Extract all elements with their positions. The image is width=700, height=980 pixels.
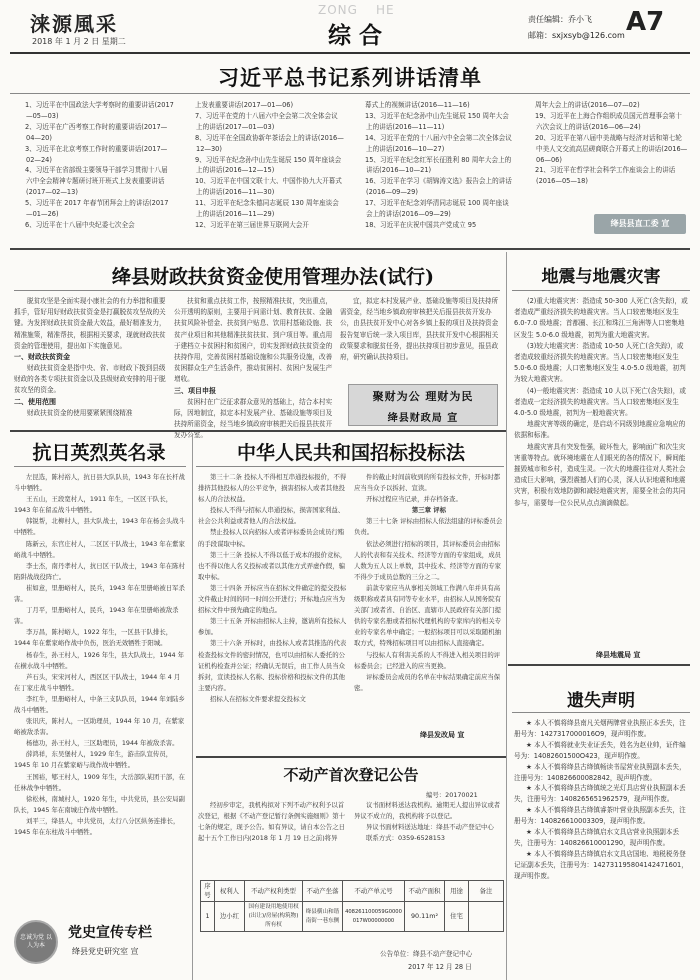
column-divider-right xyxy=(506,252,507,980)
quake-title-rule xyxy=(512,290,690,291)
lost-title-rule xyxy=(512,712,690,713)
table-header: 权利人 xyxy=(215,881,245,902)
table-header: 不动产面积 xyxy=(405,881,445,902)
fund-heading-3: 三、项目申报 xyxy=(174,386,216,395)
law-article: 第三十三条 投标人不得以低于成本的报价竞标，也不得以他人名义投标或者以其他方式弄虚作假，骗取中标。 xyxy=(198,550,347,581)
hero-entry: 王五山，王段宽村人，1911 年生，一区区干队长，1943 年在留孟战斗中牺牲。 xyxy=(14,495,173,515)
law-article: 第三十二条 投标人不得相互串通投标报价，不得排挤其他投标人的公平竞争，损害招标人或者其他投标人的合法权益。 xyxy=(198,473,347,504)
lost-item: ★ 本人不慎将就业失业证丢失，姓名为赵业帅，证件编号为：14082601500O423，现声明作废。 xyxy=(514,740,686,760)
fund-para: 财政扶贫资金是指中央、省、市财政下拨到县级财政的各类专项扶贫资金以及县级财政安排的用于脱贫攻坚的资金。 xyxy=(14,364,166,395)
table-cell: 90.11m² xyxy=(405,902,445,932)
fund-col-1 xyxy=(14,296,168,419)
speech-item: 9、习近平在纪念孙中山先生诞辰 150 周年座谈会上的讲话(2016—12—15) xyxy=(195,155,342,175)
speech-item: 10、习近平在中国文联十大、中国作协九大开幕式上的讲话(2016—11—30) xyxy=(195,177,342,197)
fund-banner-slogan: 聚财为公 理财为民 xyxy=(372,390,474,403)
section-divider-2 xyxy=(10,430,506,432)
lost-item: ★ 本人不慎将绛县古绛镇统之光灯具店营业执照副本丢失，注册号为：1408265651962579，现声明作废。 xyxy=(514,784,686,804)
registration-para: 议书面材料送达我机构。逾期无人提出异议或者异议不成立的，我机构将予以登记。 xyxy=(354,801,501,821)
bidding-credit: 绛县发改局 宣 xyxy=(420,731,465,739)
bidding-law-title: 中华人民共和国招标投标法 xyxy=(236,442,465,464)
law-article: 投标人不得与招标人串通投标，损害国家利益、社会公共利益或者他人的合法权益。 xyxy=(198,506,345,526)
table-header-row xyxy=(201,881,504,902)
masthead-rule xyxy=(10,52,690,54)
law-article: 禁止投标人以向招标人或者评标委员会成员行贿的手段谋取中标。 xyxy=(198,528,345,548)
table-row xyxy=(201,902,504,932)
date-line: 2018 年 1 月 2 日 星期二 xyxy=(32,37,126,46)
heroes-body xyxy=(14,472,186,916)
speech-col-3 xyxy=(354,100,514,231)
party-history-promo xyxy=(14,920,186,972)
hero-entry: 徐松林，南城村人，1920 年生，中共党员，县公安局副队长，1945 年在南城庄作战中牺牲。 xyxy=(14,794,185,814)
heroes-title: 抗日英烈英名录 xyxy=(32,442,166,464)
law-article: 第三十七条 评标由招标人依法组建的评标委员会负责。 xyxy=(354,517,503,537)
party-badge xyxy=(14,920,58,964)
speech-item: 19、习近平在上海合作组织成员国元首理事会第十六次会议上的讲话(2016—06—24) xyxy=(535,111,682,131)
heroes-title-rule xyxy=(14,466,186,467)
paper-name: 涞源風采 xyxy=(30,12,118,36)
speech-col-4 xyxy=(524,100,688,187)
speech-credit-banner xyxy=(594,214,686,234)
speech-item: 4、习近平在省部级主要领导干部学习贯彻十八届六中全会精神专题研讨班开班式上发表重要讲话(2017—02—13) xyxy=(25,166,168,197)
table-cell: 绛县横山和谐南街一巷东侧 xyxy=(303,902,343,932)
speech-item: 15、习近平在纪念红军长征胜利 80 周年大会上的讲话(2016—10—21) xyxy=(365,155,512,175)
hero-entry: 薛鸿祥，东吴堡村人，1929 年生，游击队宣传员，1945 年 10 月在紫家峪与战作战中牺牲。 xyxy=(14,750,173,770)
lost-item: ★ 本人不慎将绛县南凡关烟两牌营业执照正本丢失，注册号为：1427317000016O9，现声明作废。 xyxy=(514,719,686,738)
fund-heading-2: 二、使用范围 xyxy=(14,397,56,406)
editor-line: 责任编辑：乔小飞 xyxy=(528,15,592,24)
law-article: 依法必须进行招标的项目，其评标委员会由招标人的代表和有关技术、经济等方面的专家组成，成员人数为五人以上单数，其中技术、经济等方面的专家不得少于成员总数的三分之二。 xyxy=(354,539,501,581)
table-cell: 住宅 xyxy=(445,902,469,932)
speech-item: 6、习近平在十八届中央纪委七次全会 xyxy=(25,220,135,229)
law-chapter: 第三章 评标 xyxy=(411,506,447,515)
law-article: 与投标人有利害关系的人不得进入相关项目的评标委员会；已经进入的应当更换。 xyxy=(354,650,501,670)
speech-col-2 xyxy=(184,100,344,231)
registration-footer-date: 2017 年 12 月 28 日 xyxy=(408,963,472,971)
table-header: 不动产权利类型 xyxy=(245,881,303,902)
hero-entry: 丁月平，里册峪村人，民兵，1943 年在里册峪被敌杀害。 xyxy=(14,606,179,626)
quake-para: 地震灾害具有突发性强，破坏性大，影响面广和次生灾害重等特点。就环境地震在人们眼光的各的情况下，瞬间能摧毁城市和乡村，造成生灵。一次大的地震往往对人类社会造成巨大影响，强烈震撼人们的心灵，深人认识地震和地震灾害，积极有效地防御和减轻地震灾害，需要全社会的共同参与，需要每一位公民从点点滴滴做起。 xyxy=(514,442,686,507)
registration-title: 不动产首次登记公告 xyxy=(283,766,419,784)
table-cell xyxy=(469,902,504,932)
speech-item: 20、习近平在第八届中美战略与经济对话和第七轮中美人文交流高层磋商联合开幕式上的讲话(2016—06—06) xyxy=(535,133,688,164)
law-article: 开标过程应当记录，并存档备查。 xyxy=(366,495,462,504)
speech-item: 5、习近平在 2017 年春节团拜会上的讲话(2017—01—26) xyxy=(25,199,169,219)
speech-item: 7、习近平在党的十八届六中全会第二次全体会议上的讲话(2017—01—03) xyxy=(195,111,338,131)
fund-para: 贫困村在广泛征求群众意见的基础上，结合本村实际，因地制宜，拟定本村发展产业、基础设施等项目及扶持所需资金，经当地乡镇政府审核把关后报县扶贫开发办公室。 xyxy=(174,397,333,440)
speech-item: 11、习近平在纪念朱德同志诞辰 130 周年座谈会上的讲话(2016—11—29) xyxy=(195,199,339,219)
speech-item: 21、习近平在哲学社会科学工作座谈会上的讲话(2016—05—18) xyxy=(535,166,676,186)
law-article: 件的截止时间前收到的所有投标文件，开标时都应当当众予以拆封、宣读。 xyxy=(354,473,501,493)
speech-item: 周年大会上的讲话(2016—07—02) xyxy=(535,101,640,109)
masthead xyxy=(0,0,700,52)
quake-para: (2)重大地震灾害：指造成 50-300 人死亡(含失踪)，或者造成严重经济损失的地震灾害。当人口较密集地区发生 6.0-7.0 级地震；首都圈、长江和珠江三角洲等人口密集地区发生 5.0-6.0 级地震，初判为重大地震灾害。 xyxy=(514,297,688,339)
table-header: 序号 xyxy=(201,881,215,902)
lost-item: ★ 本人不慎将绛县古绛镇畅读书屋营业执照副本丢失，注册号为：140826600082842，现声明作废。 xyxy=(514,762,686,782)
hero-entry: 李士杰，南丹孝村人，抗日区干队战士，1943 年在陈村陷阱战战役阵亡。 xyxy=(14,561,185,581)
speech-item: 12、习近平在第三届世界互联网大会开 xyxy=(195,220,309,229)
party-badge-text: 忠诚为党 以人为本 xyxy=(20,934,52,949)
speech-item: 18、习近平在庆祝中国共产党成立 95 xyxy=(365,220,477,229)
table-cell: 1 xyxy=(201,902,215,932)
speech-item: 14、习近平在党的十八届六中全会第二次全体会议上的讲话(2016—10—27) xyxy=(365,133,512,153)
quake-para: 地震灾害等级的确定，是启动不同级别地震应急响应的依据和标准。 xyxy=(514,420,686,440)
fund-para: 扶贫和重点扶贫工作，按照精准扶贫，突出重点，公开透明的原则，主要用于问需计划、教育扶贫、金融扶贫风险补偿金、扶贫到户贴息、饮用村基础设施、扶贫产业项目和其他精准扶贫扶贫、到户项目等。重点用于建档立卡贫困村和贫困户，切实发挥财政扶贫资金的扶持作用，完善贫困村基础设施和公共服务设施，改善贫困群众生产生活条件，推动贫困村、贫困户发展生产增收。 xyxy=(174,297,333,384)
fund-para: 财政扶贫资金的使用要紧紧围绕精准 xyxy=(27,408,133,417)
registration-address: 异议书面材料送达地址：绛县不动产登记中心 xyxy=(366,823,494,832)
lost-notice-body xyxy=(514,718,690,974)
fund-intro: 脱贫攻坚是全面实现小康社会的有力举措和重要抓手，管好用好财政扶贫资金是打赢脱贫攻坚战的关键。为发挥财政扶贫资金最大效益，最好精准发力，精准施策，精准帮扶，根据相关要求，现就财政扶贫资金的管理使用，提出如下实施意见。 xyxy=(14,297,166,350)
law-article: 第三十五条 开标由招标人主持，邀请所有投标人参加。 xyxy=(198,617,347,637)
table-header: 不动产单元号 xyxy=(343,881,405,902)
fund-col-3 xyxy=(340,296,500,363)
speech-list-title: 习近平总书记系列讲话清单 xyxy=(218,65,482,90)
hero-entry: 崔如意，里册峪村人，民兵，1943 年在里册峪被日军杀害。 xyxy=(14,583,185,604)
lost-item: ★ 本人不慎将绛县古绛镇启水文具店国地、地税税务登记证副本丢失，注册号为：142731195804142471601，现声明作废。 xyxy=(514,849,688,880)
fund-title: 绛县财政扶贫资金使用管理办法(试行) xyxy=(112,266,434,288)
fund-para: 宜，拟定本村发展产业、基础设施等项目及扶持所需资金，经当地乡镇政府审核把关后报县扶贫开发办公，由县扶贫开发中心对各乡镇上报的项目及扶持资金报告复审后统一录入项目库，县扶贫开发中心根据相关政策要求和脱贫任务，提出扶持项目初步意见，报县政府，研究确认扶持项目。 xyxy=(340,297,499,362)
bidding-title-rule xyxy=(196,466,504,467)
speech-col-1 xyxy=(14,100,174,231)
registration-contact: 联系方式：0359-6528153 xyxy=(366,834,445,843)
speech-title-rule xyxy=(10,93,690,94)
registration-number: 编号：20170021 xyxy=(426,791,478,799)
speech-item: 1、习近平在中国政法大学考察时的重要讲话(2017—05—03) xyxy=(25,101,174,120)
table-cell: 408261100059G0000017W00000000 xyxy=(343,902,405,932)
speech-list xyxy=(14,100,690,242)
lost-notice-title: 遗失声明 xyxy=(567,691,635,711)
quake-title: 地震与地震灾害 xyxy=(541,267,661,287)
hero-entry: 陈新云，东官庄村人，二区区干队战士，1943 年在紫家峪战斗中牺牲。 xyxy=(14,539,185,559)
hero-entry: 杨德功，孙王村人，三区助理员，1944 年被敌杀害。 xyxy=(26,739,179,748)
law-article: 第三十四条 开标应当在招标文件确定的提交投标文件截止时间的同一时间公开进行；开标地点应当为招标文件中预先确定的地点。 xyxy=(198,583,347,615)
speech-item: 3、习近平在北京考察工作时的重要讲话(2017—02—24) xyxy=(25,144,168,164)
hero-entry: 张讯庆，陈村人，一区助理员，1944 年 10 月，在紫家峪被敌杀害。 xyxy=(14,717,185,737)
speech-item: 幕式上的视频讲话(2016—11—16) xyxy=(365,101,470,109)
registration-para: 经初步审定，我机构拟对下列不动产权利予以首次登记，根据《不动产登记暂行条例实施细则》第十七条的规定，现予公告。如有异议，请自本公告之日起十五个工作日内(2018 年 1 月 19 日之前)将异 xyxy=(198,801,345,843)
hero-entry: 王国裕，郇王村人，1909 年生，大岳部队某团干部，在任林战争中牺牲。 xyxy=(14,772,185,792)
fund-heading-1: 一、财政扶贫资金 xyxy=(14,353,70,362)
hero-entry: 刘平三，绛县人，中共党员，太行八分区纵务连排长，1945 年在东柱战斗中牺牲。 xyxy=(14,816,180,836)
pinyin-right: HE xyxy=(376,3,395,17)
hero-entry: 杨春生，孙王村人，1926 年生，县大队战士，1944 年在横水战斗中牺牲。 xyxy=(14,650,185,670)
bidding-col-2 xyxy=(354,472,504,726)
column-divider-left xyxy=(192,434,193,980)
quake-credit: 绛县地震局 宣 xyxy=(596,651,641,659)
table-header: 备注 xyxy=(469,881,504,902)
quake-body xyxy=(514,296,690,509)
section-title: 综 合 xyxy=(327,22,382,49)
fund-col-2 xyxy=(174,296,334,440)
law-article: 前款专家应当从事相关领域工作满八年并具有高级职称或者具有同等专业水平，由招标人从国务院有关部门或者省、自治区、直辖市人民政府有关部门提供的专家名册或者招标代理机构的专家库内的相关专业的专家名单中确定；一般招标项目可以采取随机抽取方式，特殊招标项目可以由招标人直接确定。 xyxy=(354,583,501,648)
registration-table-wrap xyxy=(200,880,504,932)
registration-footer-org: 公告单位：绛县不动产登记中心 xyxy=(380,950,473,958)
section-divider-4 xyxy=(508,664,690,666)
table-header: 用途 xyxy=(445,881,469,902)
law-article: 招标人在招标文件要求提交投标文 xyxy=(210,694,306,703)
hero-entry: 左昆选，陈村裕人，抗日县大队队员，1943 年在长杆战斗中牺牲。 xyxy=(14,473,185,493)
registration-body-right xyxy=(354,800,504,844)
speech-item: 13、习近平在纪念孙中山先生诞辰 150 周年大会上的讲话(2016—11—11) xyxy=(365,111,509,131)
section-divider-3 xyxy=(196,756,506,758)
hero-entry: 李红牛，里册峪村人，中条三支队队员，1944 年刘陆乡战斗中牺牲。 xyxy=(14,694,185,714)
party-promo-credit: 绛县党史研究室 宣 xyxy=(72,947,139,956)
law-article: 评标委员会成员的名单在中标结果确定前应当保密。 xyxy=(354,672,501,692)
email-line: 邮箱：sxjxsyb@126.com xyxy=(528,31,625,40)
speech-item: 上发表重要讲话(2017—01—06) xyxy=(195,101,294,109)
speech-item: 8、习近平在全国政协新年茶话会上的讲话(2016—12—30) xyxy=(195,133,344,153)
pinyin-left: ZONG xyxy=(318,3,358,17)
quake-para: (4)一般地震灾害：指造成 10 人以下死亡(含失踪)，或者造成一定经济损失的地震灾害。当人口较密集地区发生 4.0-5.0 级地震，初判为一般地震灾害。 xyxy=(514,386,686,418)
hero-entry: 芦石头，宋宋河村人，西区区干队战士，1944 年 4 月在丁家庄战斗中牺牲。 xyxy=(14,672,181,692)
hero-entry: 李万昌，陈村峪人，1922 年生，一区县干队排长，1944 年在紫家峪作战中负伤，医治无效牺牲于阳城。 xyxy=(14,628,173,648)
speech-item: 16、习近平在学习《胡锦涛文选》报告会上的讲话(2016—09—29) xyxy=(365,177,512,197)
hero-entry: 韩锐帮，北柳村人，县大队战士，1943 年在杨会头战斗中牺牲。 xyxy=(14,517,185,537)
lost-item: ★ 本人不慎将绛县古绛镇睿茶叶营业执照副本丢失，注册号为：140826610003309，现声明作废。 xyxy=(514,806,686,826)
speech-credit: 绛县县直工委 宣 xyxy=(610,219,670,228)
speech-item: 2、习近平在广西考察工作时的重要讲话(2017—04—20) xyxy=(25,122,168,142)
registration-table xyxy=(200,880,504,932)
table-header: 不动产坐落 xyxy=(303,881,343,902)
speech-item: 17、习近平在纪念刘华清同志诞辰 100 周年座谈会上的讲话(2016—09—29) xyxy=(365,199,509,219)
section-divider-1 xyxy=(10,248,690,250)
quake-para: (3)较大地震灾害：指造成 10-50 人死亡(含失踪)，或者造成较重经济损失的地震灾害。当人口较密集地区发生 5.0-6.0 级地震；人口密集地区发生 4.0-5.0 级地震，初判为较大地震灾害。 xyxy=(514,341,686,384)
registration-body-left xyxy=(198,800,348,844)
party-promo-title: 党史宣传专栏 xyxy=(68,925,152,941)
fund-title-rule xyxy=(14,290,500,291)
bidding-col-1 xyxy=(198,472,348,754)
fund-banner xyxy=(348,384,498,426)
page-number: A7 xyxy=(626,7,665,37)
table-cell: 边小红 xyxy=(215,902,245,932)
lost-item: ★ 本人不慎将绛县古绛镇启水文具店营业执照副本丢失，注册号为：140826610001290，现声明作废。 xyxy=(514,828,680,847)
fund-banner-credit: 绛县财政局 宣 xyxy=(387,413,459,424)
law-article: 第三十六条 开标时，由投标人或者其推选的代表检查投标文件的密封情况，也可以由招标人委托的公证机构检查并公证；经确认无误后，由工作人员当众拆封，宣读投标人名称、投标价格和投标文件的其他主要内容。 xyxy=(198,639,347,692)
table-cell: 国有建设用地使用权(出让)/房屋(构筑物)所有权 xyxy=(245,902,303,932)
